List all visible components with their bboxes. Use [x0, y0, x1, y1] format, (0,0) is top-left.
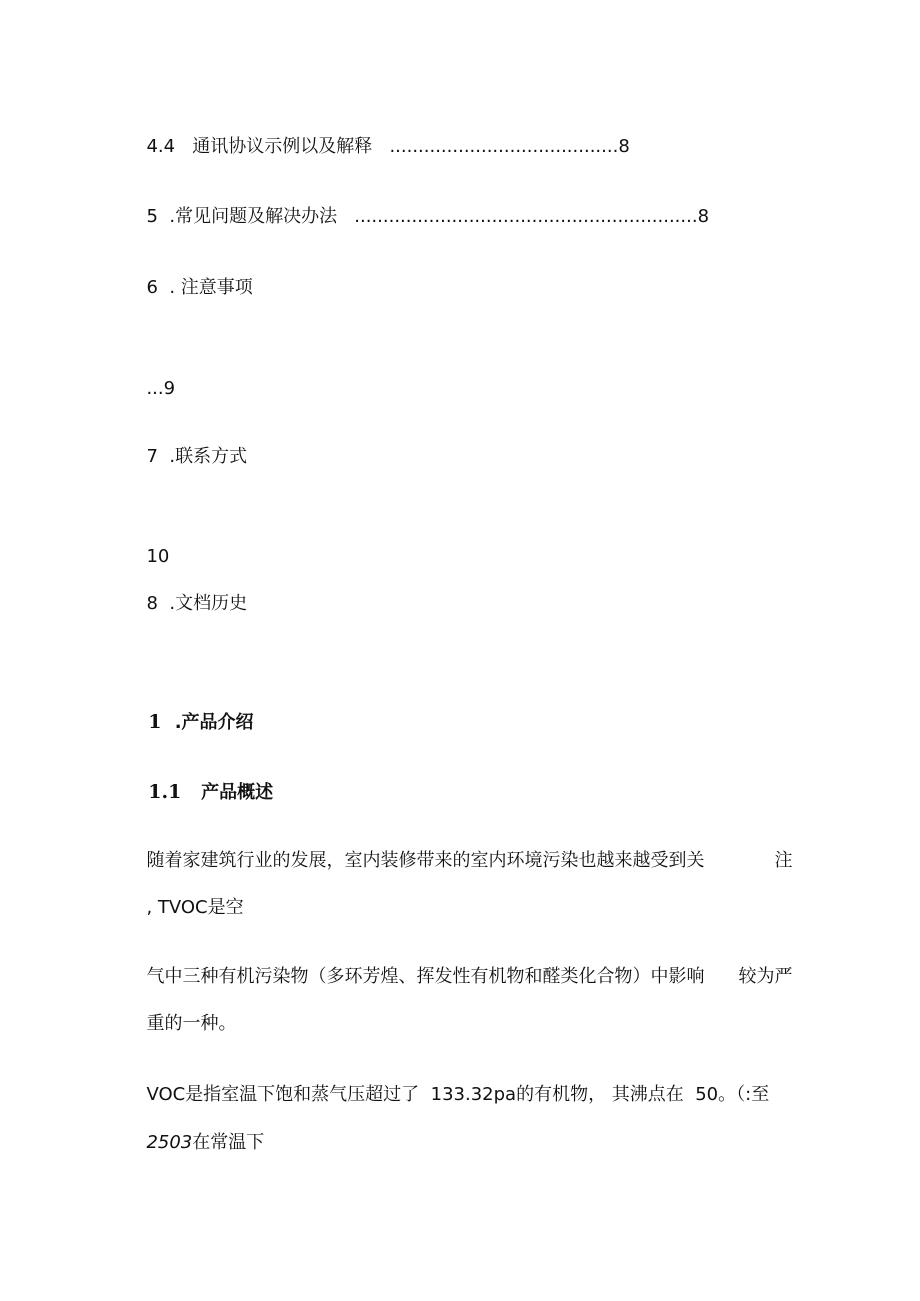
toc-leader: ........................................: [389, 136, 619, 157]
paragraph-1-line-2: [135, 872, 244, 920]
paragraph-text: VOC是指室温下饱和蒸气压超过了 133.32pa的有机物， 其沸点在 50。（:至: [146, 1084, 770, 1105]
section-heading-1: [135, 686, 254, 735]
toc-entry-7-page: [135, 521, 169, 569]
toc-number: 8: [146, 593, 158, 614]
heading-number: 1.1: [148, 781, 182, 803]
toc-title: .联系方式: [169, 446, 248, 467]
toc-number: 4.4: [146, 136, 176, 157]
paragraph-1-line-1: [135, 825, 704, 873]
toc-entry-4-4[interactable]: [135, 111, 630, 159]
paragraph-2-end: [727, 941, 792, 989]
toc-leader: ............................................................: [354, 206, 698, 227]
paragraph-1-end: [763, 825, 792, 873]
paragraph-italic-number: 2503: [146, 1132, 193, 1153]
paragraph-text: , TVOC是空: [146, 897, 244, 918]
toc-title: .常见问题及解决办法: [169, 206, 338, 227]
toc-entry-7[interactable]: [135, 421, 247, 469]
paragraph-text: 随着家建筑行业的发展，室内装修带来的室内环境污染也越来越受到关: [146, 850, 705, 871]
toc-number: 5: [146, 206, 158, 227]
toc-continuation: ...9: [146, 378, 176, 399]
paragraph-text: 较为严: [738, 966, 793, 987]
toc-entry-6-page: [135, 353, 175, 401]
toc-title: . 注意事项: [169, 277, 253, 298]
paragraph-3-line-1: [135, 1059, 769, 1107]
paragraph-3-line-2: [135, 1107, 264, 1155]
paragraph-text: 在常温下: [192, 1132, 265, 1153]
toc-page: 8: [697, 206, 710, 227]
toc-title: 通讯协议示例以及解释: [192, 136, 373, 157]
toc-number: 6: [146, 277, 158, 298]
toc-entry-6[interactable]: [135, 252, 253, 300]
heading-number: 1: [148, 711, 162, 733]
paragraph-2-line-2: [135, 988, 236, 1036]
toc-entry-5[interactable]: [135, 181, 709, 229]
toc-title: .文档历史: [169, 593, 248, 614]
paragraph-text: 注: [774, 850, 793, 871]
toc-page: 8: [618, 136, 630, 157]
toc-entry-8[interactable]: [135, 568, 247, 616]
section-heading-1-1: [135, 756, 273, 805]
toc-continuation: 10: [146, 546, 170, 567]
toc-number: 7: [146, 446, 158, 467]
paragraph-text: 气中三种有机污染物（多环芳煌、挥发性有机物和醛类化合物）中影响: [146, 966, 705, 987]
heading-title: .产品介绍: [174, 712, 254, 733]
paragraph-2-line-1: [135, 941, 704, 989]
heading-title: 产品概述: [201, 782, 274, 803]
paragraph-text: 重的一种。: [146, 1013, 237, 1034]
